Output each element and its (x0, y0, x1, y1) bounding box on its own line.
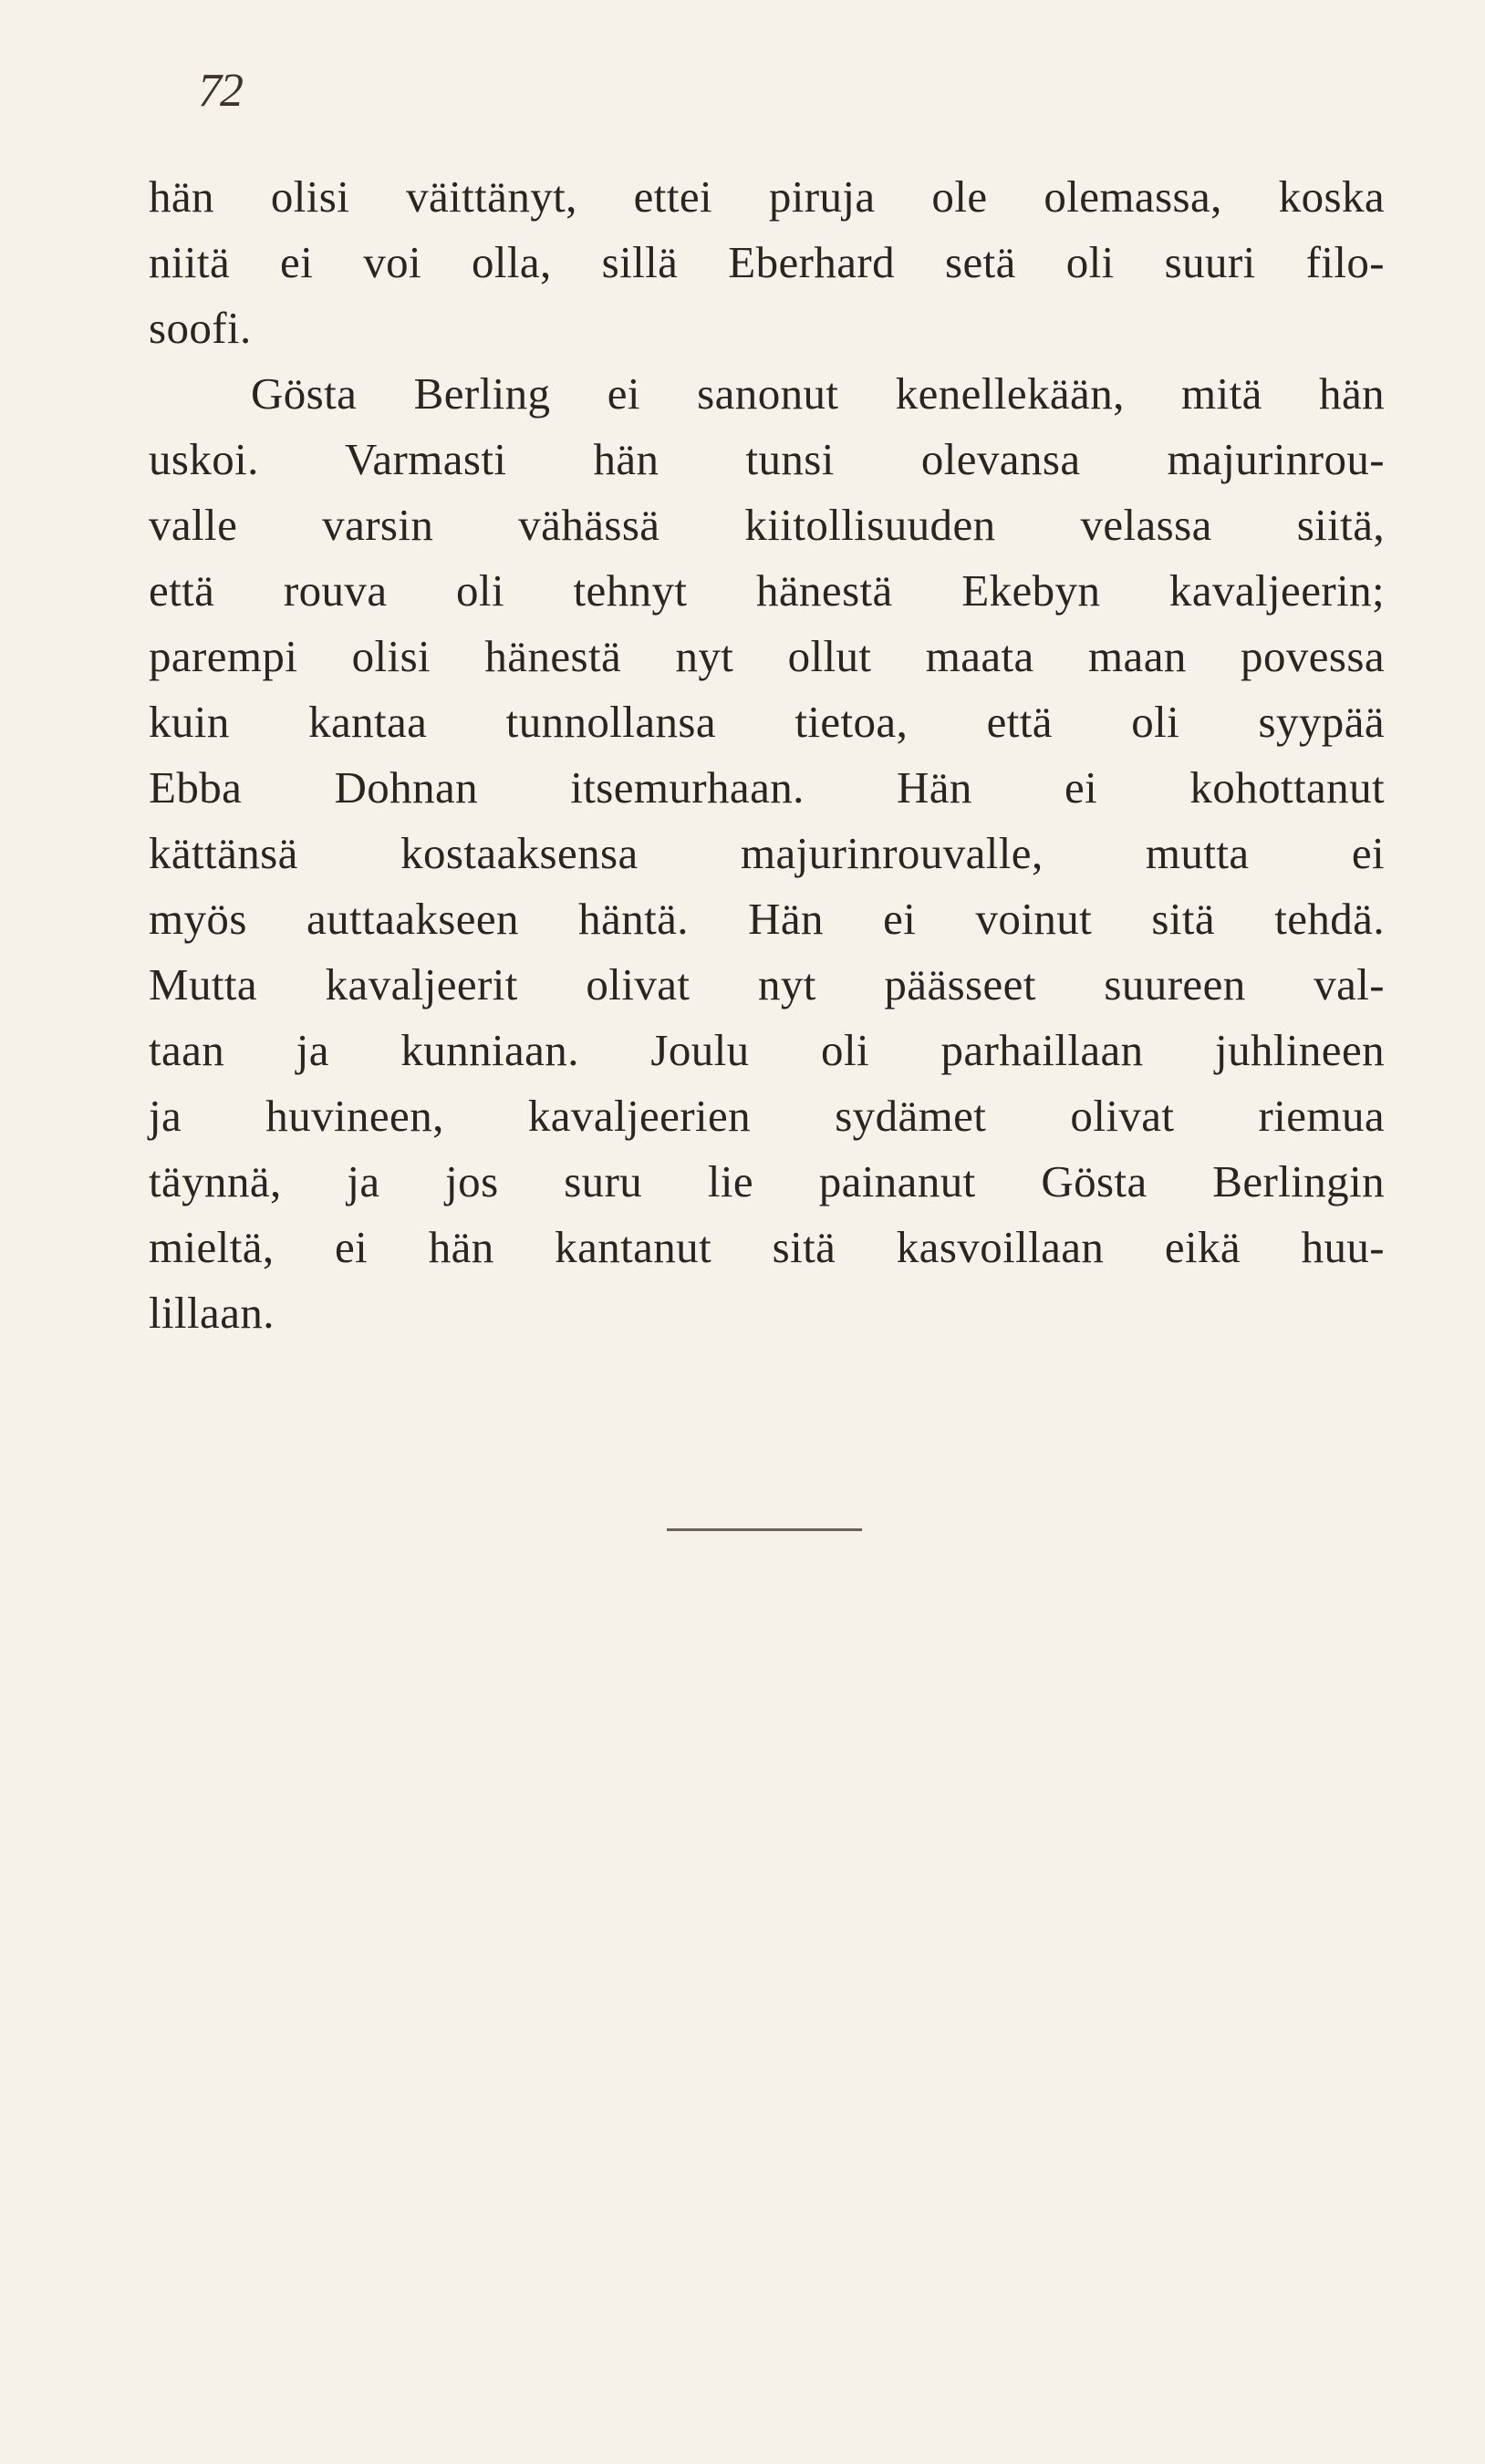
text-line: kättänsä kostaaksensa majurinrouvalle, mutta ei (149, 828, 1385, 878)
text-line: täynnä, ja jos suru lie painanut Gösta Berlingin (149, 1156, 1385, 1206)
text-line: taan ja kunniaan. Joulu oli parhaillaan juhlineen (149, 1025, 1385, 1075)
text-line: myös auttaakseen häntä. Hän ei voinut sitä tehdä. (149, 894, 1385, 944)
text-line: lillaan. (149, 1288, 275, 1338)
text-line: kuin kantaa tunnollansa tietoa, että oli syypää (149, 697, 1385, 747)
text-line: Gösta Berling ei sanonut kenellekään, mitä hän (251, 368, 1385, 419)
text-line: mieltä, ei hän kantanut sitä kasvoillaan eikä huu- (149, 1222, 1385, 1272)
section-divider (667, 1528, 862, 1531)
text-line: niitä ei voi olla, sillä Eberhard setä oli suuri filo- (149, 237, 1385, 287)
text-line: että rouva oli tehnyt hänestä Ekebyn kavaljeerin; (149, 565, 1385, 616)
page-number: 72 (198, 65, 242, 117)
text-line: uskoi. Varmasti hän tunsi olevansa majurinrou- (149, 434, 1385, 484)
text-line: valle varsin vähässä kiitollisuuden velassa siitä, (149, 500, 1385, 550)
text-line: soofi. (149, 303, 252, 353)
text-line: parempi olisi hänestä nyt ollut maata maan povessa (149, 631, 1385, 681)
text-line: Mutta kavaljeerit olivat nyt päässeet suureen val- (149, 959, 1385, 1009)
text-line: ja huvineen, kavaljeerien sydämet olivat riemua (149, 1091, 1385, 1141)
text-line: hän olisi väittänyt, ettei piruja ole olemassa, koska (149, 171, 1385, 222)
body-text (149, 164, 1385, 1346)
text-line: Ebba Dohnan itsemurhaan. Hän ei kohottanut (149, 762, 1385, 813)
